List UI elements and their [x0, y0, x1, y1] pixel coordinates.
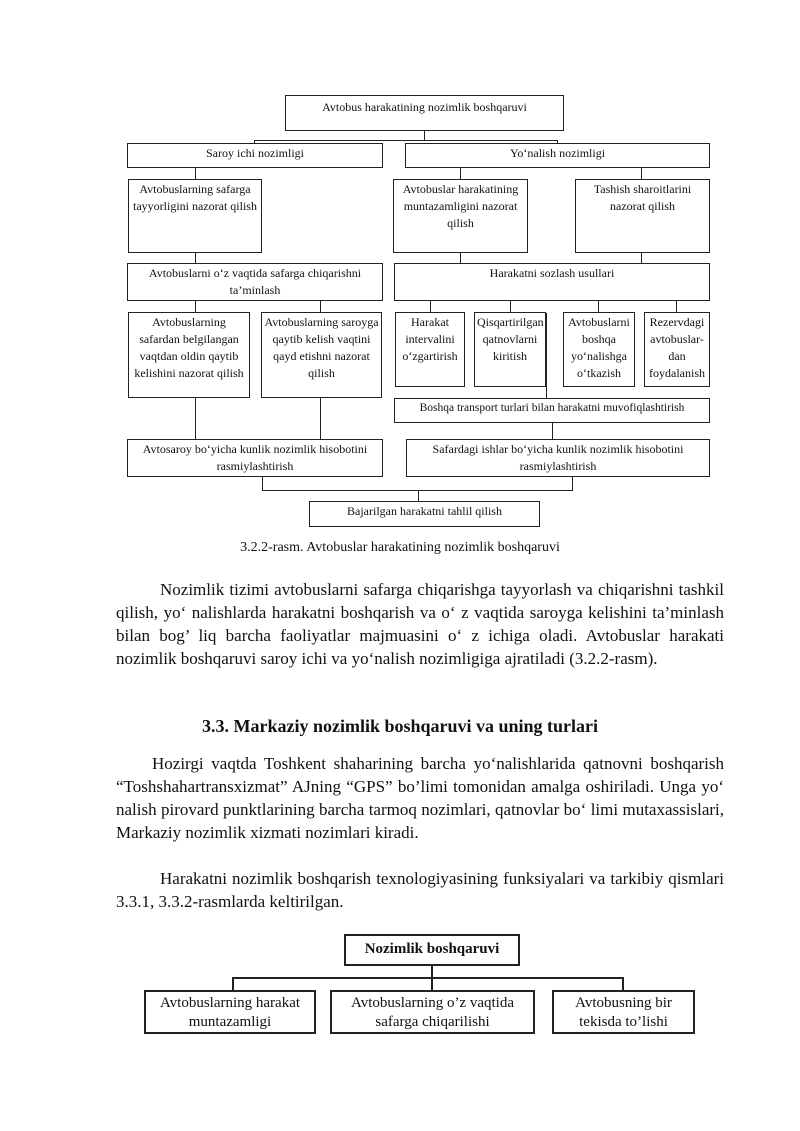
diagram1-title-box: Avtobus harakatining nozimlik boshqaruvi	[285, 95, 564, 131]
diagram2-item-3-box: Avtobusning bir tekisda to’lishi	[552, 990, 695, 1034]
paragraph-3: Harakatni nozimlik boshqarish texnologiyasining funksiyalari va tarkibiy qismlari 3.3.1, 3.3.2-rasmlarda keltirilgan.	[116, 869, 724, 911]
right-report-box: Safardagi ishlar bo‘yicha kunlik nozimlik hisobotini rasmiylashtirish	[406, 439, 710, 477]
left-sub-2-box: Avtobuslarning saroyga qaytib kelish vaqtini qayd etishni nazorat qilish	[261, 312, 382, 398]
coordination-box: Boshqa transport turlari bilan harakatni muvofiqlashtirish	[394, 398, 710, 423]
diagram2-item-1-box: Avtobuslarning harakat muntazamligi	[144, 990, 316, 1034]
left-task-box: Avtobuslarning safarga tayyorligini nazorat qilish	[128, 179, 262, 253]
left-timely-box: Avtobuslarni o‘z vaqtida safarga chiqarishni ta’minlash	[127, 263, 383, 301]
left-branch-box: Saroy ichi nozimligi	[127, 143, 383, 168]
method-3-box: Avtobuslarni boshqa yo‘nalishga o‘tkazish	[563, 312, 635, 387]
diagram2-item-2-box: Avtobuslarning o’z vaqtida safarga chiqarilishi	[330, 990, 535, 1034]
right-task-1-box: Avtobuslar harakatining muntazamligini nazorat qilish	[393, 179, 528, 253]
right-methods-box: Harakatni sozlash usullari	[394, 263, 710, 301]
left-sub-1-box: Avtobuslarning safardan belgilangan vaqtdan oldin qaytib kelishini nazorat qilish	[128, 312, 250, 398]
right-branch-box: Yo‘nalish nozimligi	[405, 143, 710, 168]
section-heading: 3.3. Markaziy nozimlik boshqaruvi va uning turlari	[201, 716, 599, 736]
method-4-box: Rezervdagi avtobuslar-dan foydalanish	[644, 312, 710, 387]
paragraph-2: Hozirgi vaqtda Toshkent shaharining barcha yo‘nalishlarida qatnovni boshqarish “Toshshahartransxizmat” AJning “GPS” bo’limi tomonidan amalga oshiriladi. Unga yo‘ nalish pirovard punktlarining barcha tarmoq nozimlari, qatnovlar bo‘ limi mutaxassislari, Markaziy nozimlik xizmati nozimlari kiradi.	[116, 754, 724, 842]
figure-caption: 3.2.2-rasm. Avtobuslar harakatining nozimlik boshqaruvi	[240, 540, 560, 555]
method-1-box: Harakat intervalini o‘zgartirish	[395, 312, 465, 387]
paragraph-1: Nozimlik tizimi avtobuslarni safarga chiqarishga tayyorlash va chiqarishni tashkil qilish, yo‘ nalishlarda harakatni boshqarish va o‘ z vaqtida saroyga kelishini ta’minlash bilan bog’ liq barcha faoliyatlar majmuasini o‘ z ichiga oladi. Avtobuslar harakati nozimlik boshqaruvi saroy ichi va yo‘nalish nozimligiga ajratiladi (3.2.2-rasm).	[116, 580, 724, 668]
right-task-2-box: Tashish sharoitlarini nazorat qilish	[575, 179, 710, 253]
diagram2-title-box: Nozimlik boshqaruvi	[344, 934, 520, 966]
method-2-box: Qisqartirilgan qatnovlarni kiritish	[474, 312, 546, 387]
left-report-box: Avtosaroy bo‘yicha kunlik nozimlik hisobotini rasmiylashtirish	[127, 439, 383, 477]
analysis-box: Bajarilgan harakatni tahlil qilish	[309, 501, 540, 527]
